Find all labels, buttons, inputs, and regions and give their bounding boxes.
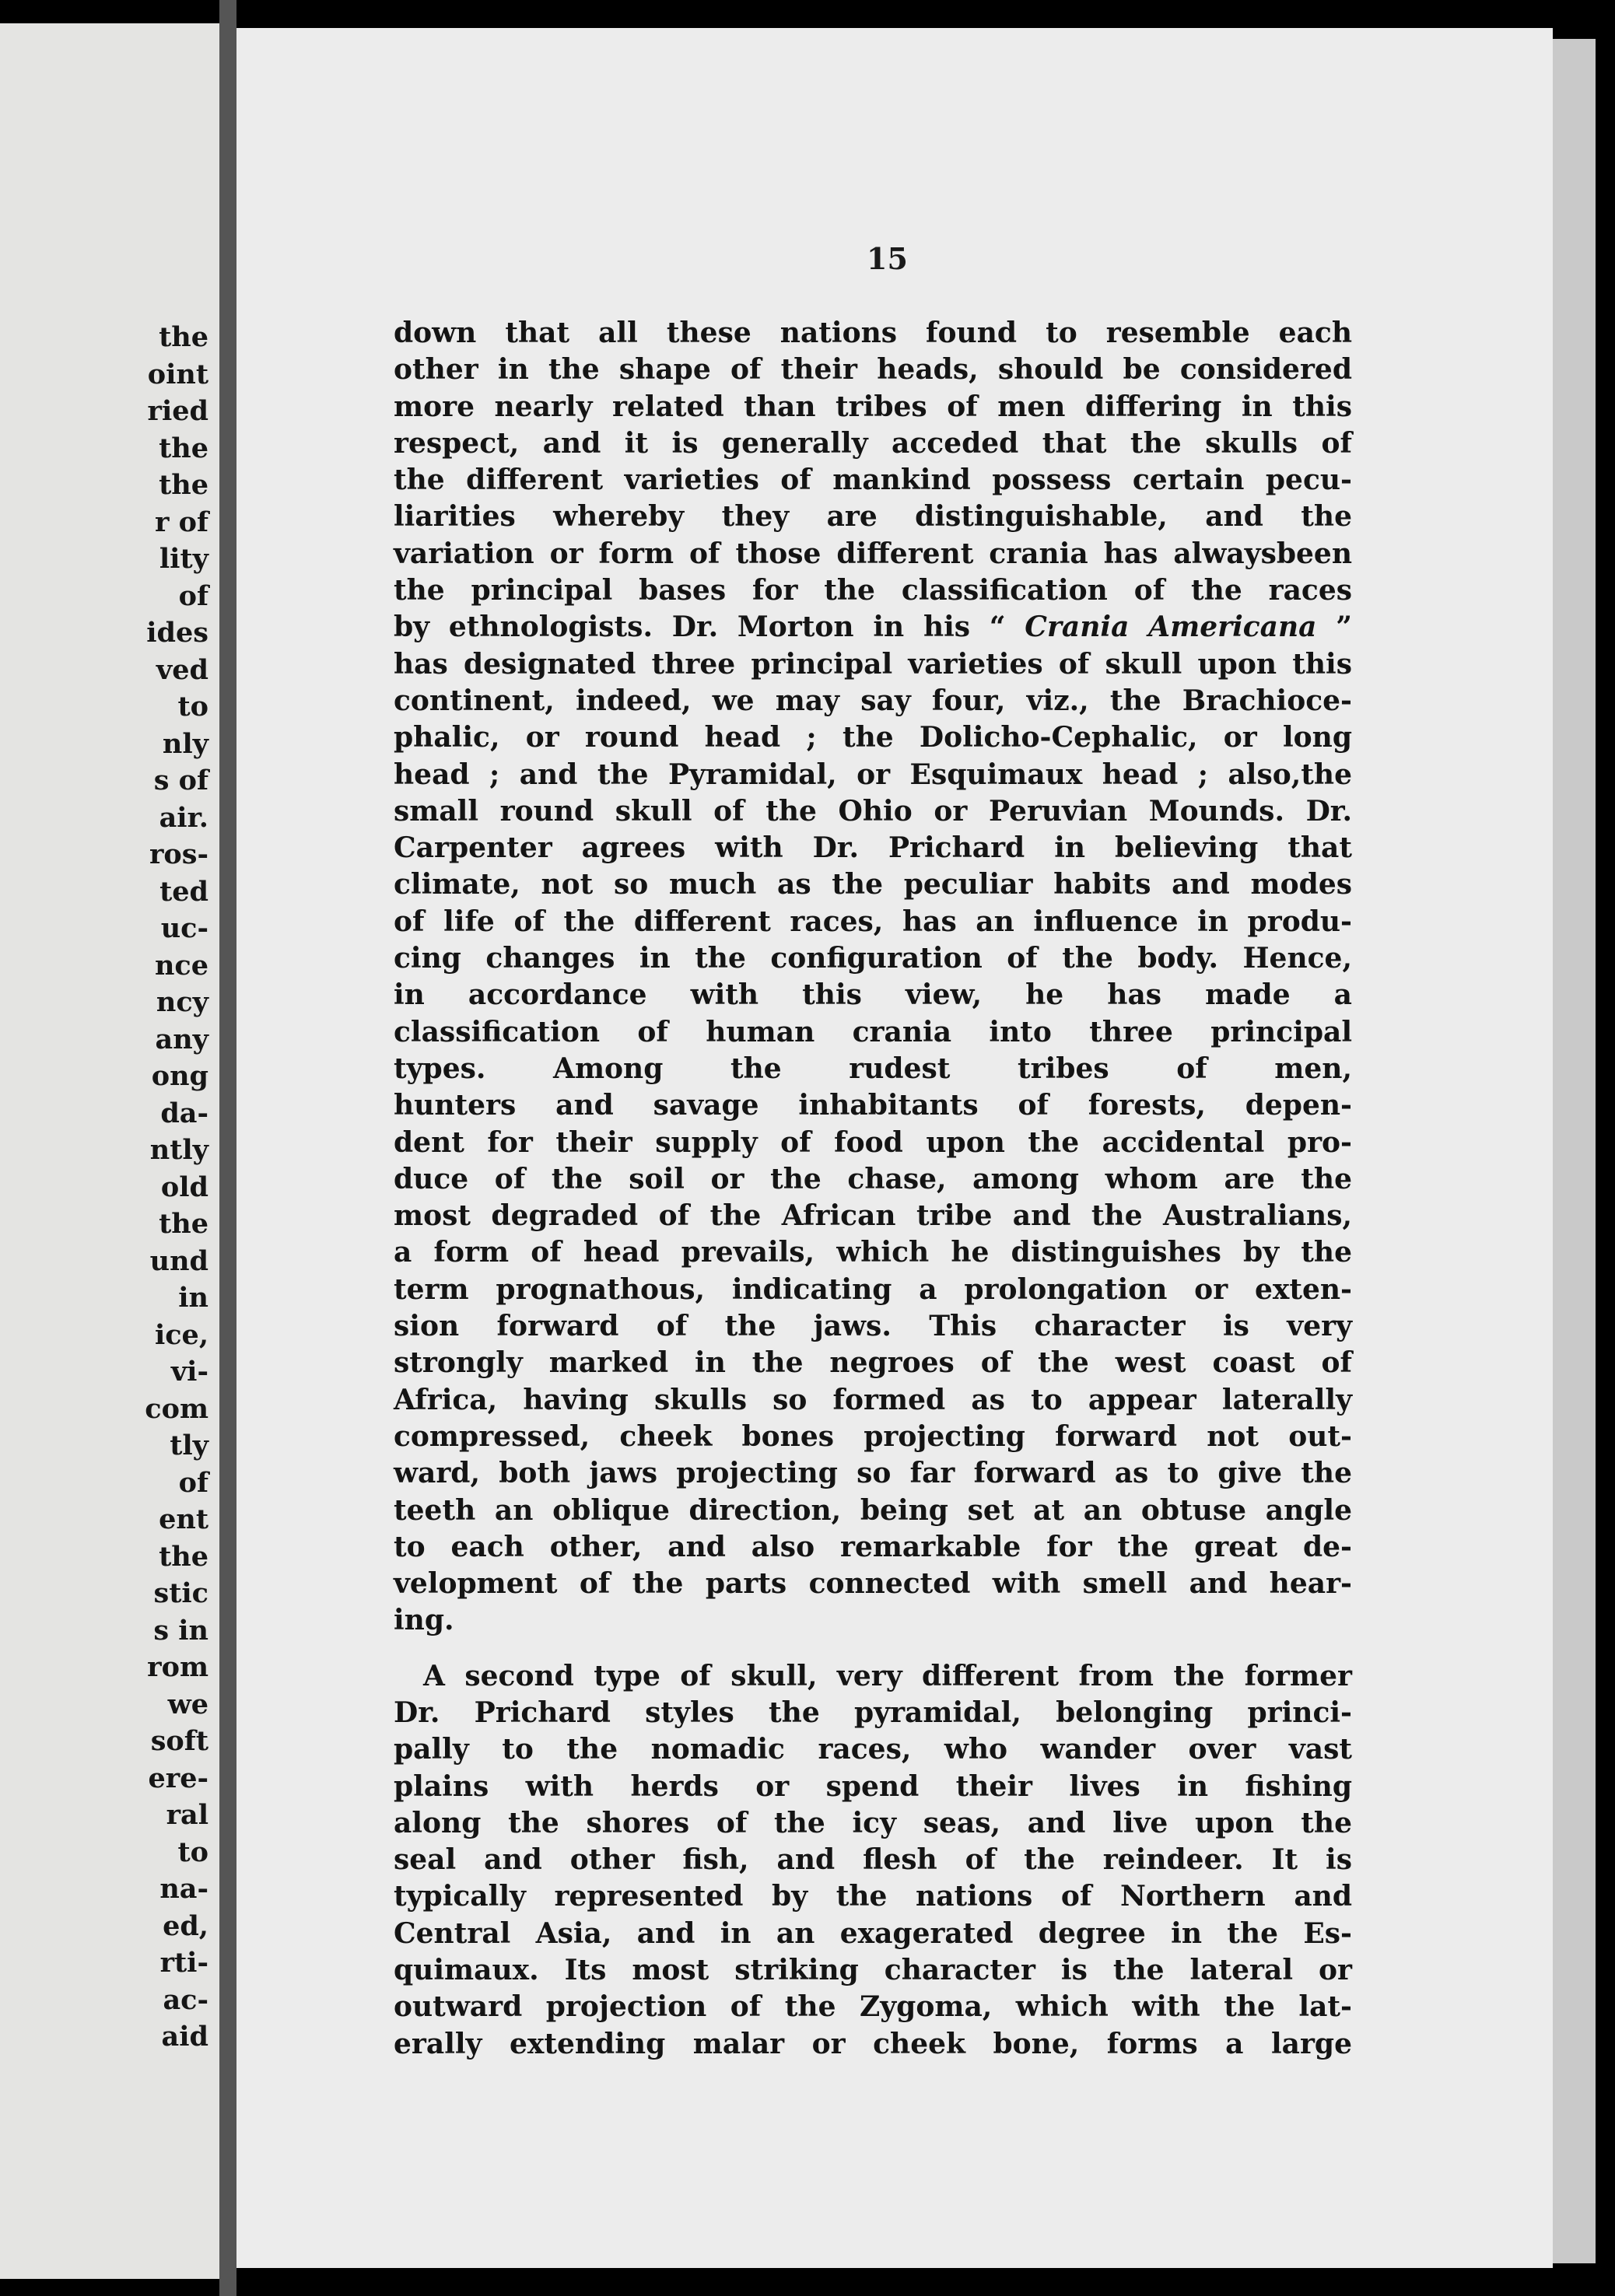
facing-page-line: any [155,1023,208,1055]
text-line: seal and other fish, and flesh of the reindeer. It is [394,1843,1352,1877]
text-line: has designated three principal varieties of skull upon this [394,647,1352,681]
facing-page-line: ted [159,875,208,908]
text-line: the different varieties of mankind possess certain pecu- [394,464,1352,497]
text-line: ing. [394,1604,454,1637]
facing-page-line: the [159,469,208,501]
facing-page-line: in [178,1282,208,1314]
text-line: phalic, or round head ; the Dolicho-Cephalic, or long [394,721,1352,754]
facing-page-line: the [159,432,208,464]
facing-page-line: ntly [149,1134,208,1166]
facing-page-line: ros- [149,838,208,870]
book-gutter [219,0,236,2296]
text-line: in accordance with this view, he has made a [394,978,1352,1012]
facing-page-line: to [177,1836,208,1868]
facing-page-line: vi- [170,1356,208,1388]
text-line: Dr. Prichard styles the pyramidal, belonging princi- [394,1696,1352,1729]
facing-page-line: we [167,1688,208,1720]
facing-page-line: ac- [163,1983,208,2016]
text-line: of life of the different races, has an influence in produ- [394,905,1352,938]
text-line: A second type of skull, very different from the former [423,1659,1352,1692]
facing-page-line: the [159,321,208,353]
text-line: climate, not so much as the peculiar habits and modes [394,868,1352,901]
facing-page-line: na- [159,1873,208,1905]
facing-page-line: stic [153,1577,208,1609]
facing-page-line: ved [156,653,208,686]
text-line: compressed, cheek bones projecting forward not out- [394,1419,1352,1453]
facing-page-line: lity [159,543,208,575]
text-line: outward projection of the Zygoma, which with the lat- [394,1990,1352,2024]
text-line: cing changes in the configuration of the body. Hence, [394,942,1352,975]
facing-page-line: the [159,1540,208,1573]
text-line: pally to the nomadic races, who wander over vast [394,1733,1352,1766]
facing-page-line: tly [170,1430,208,1461]
text-line: along the shores of the icy seas, and live upon the [394,1806,1352,1839]
page-number: 15 [867,241,908,276]
facing-page-line: ice, [154,1318,208,1351]
text-line: duce of the soil or the chase, among whom are the [394,1162,1352,1195]
facing-page-line: ere- [148,1762,208,1794]
facing-page-line: ncy [156,986,208,1018]
text-line: more nearly related than tribes of men differing in this [394,390,1352,423]
text-line: types. Among the rudest tribes of men, [394,1052,1352,1085]
paragraph-1 [394,315,1352,1640]
facing-page-line: ral [166,1799,208,1831]
facing-page-line: rti- [159,1947,208,1979]
facing-page-line: ried [147,395,208,427]
text-line: velopment of the parts connected with smell and hear- [394,1567,1352,1601]
page-edge [1553,39,1596,2263]
facing-page-line: the [159,1208,208,1240]
facing-page-line: nce [154,949,208,982]
facing-page [0,23,219,2279]
text-line: small round skull of the Ohio or Peruvian Mounds. Dr. [394,794,1352,828]
text-line: ward, both jaws projecting so far forward as to give the [394,1457,1352,1490]
body-text [394,315,1352,2063]
text-line: most degraded of the African tribe and the Australians, [394,1199,1352,1233]
text-line: respect, and it is generally acceded that the skulls of [394,426,1352,460]
text-line: the principal bases for the classification of the races [394,574,1352,607]
facing-page-line: com [145,1392,208,1425]
facing-page-line: r of [154,506,208,538]
facing-page-text [145,319,208,2056]
text-line: typically represented by the nations of Northern and [394,1880,1352,1913]
facing-page-line: of [178,579,208,612]
text-line: variation or form of those different crania has alwaysbeen [394,537,1352,570]
text-line: erally extending malar or cheek bone, forms a large [394,2027,1352,2060]
text-line: other in the shape of their heads, should be considered [394,353,1352,387]
facing-page-line: nly [162,727,208,760]
text-line: teeth an oblique direction, being set at an obtuse angle [394,1493,1352,1527]
facing-page-line: of [178,1466,208,1499]
text-line: term prognathous, indicating a prolongation or exten- [394,1272,1352,1306]
text-line: hunters and savage inhabitants of forests, depen- [394,1089,1352,1122]
text-line: Central Asia, and in an exagerated degree in the Es- [394,1916,1352,1950]
facing-page-line: ent [159,1503,208,1535]
text-line: to each other, and also remarkable for the great de- [394,1530,1352,1563]
facing-page-line: ong [151,1060,208,1092]
facing-page-line: da- [160,1097,208,1129]
facing-page-line: ed, [163,1909,208,1942]
text-line: a form of head prevails, which he distinguishes by the [394,1236,1352,1269]
text-line: plains with herds or spend their lives in fishing [394,1769,1352,1803]
text-line: Africa, having skulls so formed as to appear laterally [394,1383,1352,1416]
facing-page-line: rom [147,1651,208,1683]
facing-page-line: s of [153,765,208,796]
facing-page-line: old [160,1171,208,1203]
facing-page-line: soft [150,1725,208,1757]
text-line: sion forward of the jaws. This character is very [394,1310,1352,1343]
text-line: head ; and the Pyramidal, or Esquimaux head ; also,the [394,758,1352,791]
facing-page-line: air. [159,801,208,834]
text-line: classification of human crania into three principal [394,1015,1352,1048]
facing-page-line: ides [146,617,208,649]
text-line: continent, indeed, we may say four, viz., the Brachioce- [394,684,1352,717]
text-line: dent for their supply of food upon the accidental pro- [394,1125,1352,1159]
paragraph-2 [394,1658,1352,2063]
text-line: Carpenter agrees with Dr. Prichard in believing that [394,831,1352,865]
facing-page-line: oint [147,358,208,390]
facing-page-line: aid [161,2021,208,2053]
facing-page-line: s in [153,1614,208,1647]
text-line: strongly marked in the negroes of the west coast of [394,1346,1352,1380]
text-line: down that all these nations found to resemble each [394,317,1352,349]
facing-page-line: uc- [160,912,208,944]
text-line: by ethnologists. Dr. Morton in his “ Crania Americana ” [394,611,1352,644]
facing-page-line: und [149,1244,208,1277]
text-line: liarities whereby they are distinguishable, and the [394,500,1352,534]
facing-page-line: to [177,691,208,723]
text-line: quimaux. Its most striking character is the lateral or [394,1954,1352,1987]
